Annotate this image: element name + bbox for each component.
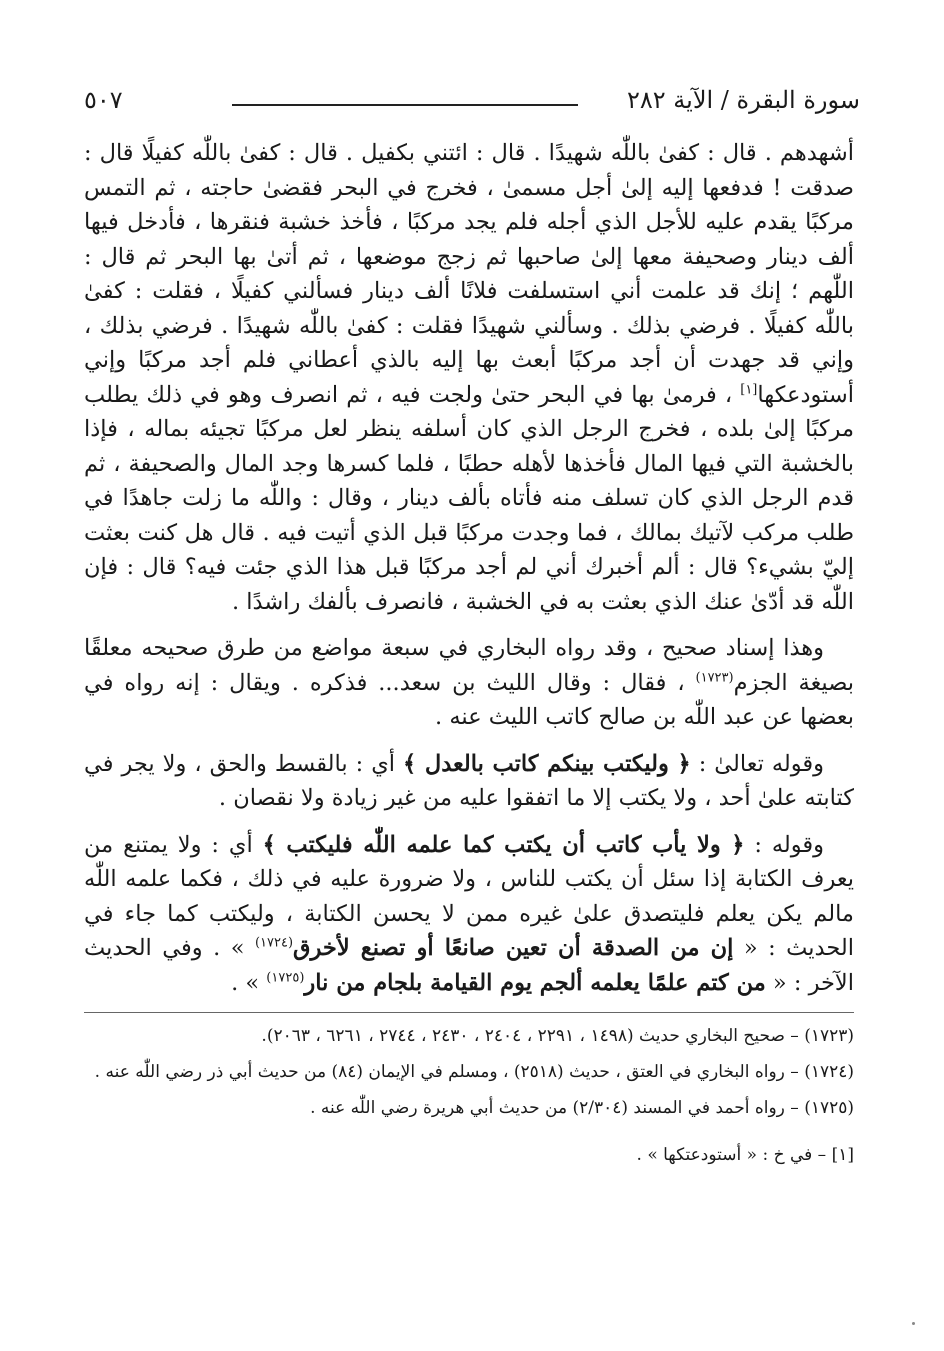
main-text [84,136,854,1185]
hadith-quote: إن من الصدقة أن تعين صانعًا أو تصنع لأخرق [293,935,734,961]
isnad-text-cont: ، فقال : وقال الليث بن سعد... فذكره . ويقال : إنه رواه في بعضها عن عبد اللّٰه بن صالح كاتب الليث عنه . [84,669,854,730]
page-header [84,86,860,120]
footnote-1724: (١٧٢٤) – رواه البخاري في العتق ، حديث (٢٥١٨) ، ومسلم في الإيمان (٨٤) من حديث أبي ذر رضي اللّٰه عنه . [94,1062,854,1082]
manuscript-variant-note: [١] – في خ : « أستودعتكها » . [636,1145,854,1165]
paragraph-story [84,136,854,619]
footnote-ref-1725: (١٧٢٥) [266,970,305,985]
surah-title: سورة البقرة / الآية ٢٨٢ [626,86,860,114]
scan-speck [912,1322,915,1325]
verse-commentary: أي : بالقسط والحق ، ولا يجر في كتابته علىٰ أحد ، ولا يكتب إلا ما اتفقوا عليه من غير زيادة ولا نقصان . [84,750,854,811]
paragraph-verse-2 [84,828,854,1001]
footnote-1723: (١٧٢٣) – صحيح البخاري حديث (١٤٩٨ ، ٢٢٩١ ، ٢٤٠٤ ، ٢٤٣٠ ، ٢٧٤٤ ، ٦٢٦١ ، ٢٠٦٣). [261,1026,854,1046]
story-text: أشهدهم . قال : كفىٰ باللّٰه شهيدًا . قال : ائتني بكفيل . قال : كفىٰ باللّٰه كفيلًا قال : صدقت ! فدفعها إليه إلىٰ أجل مسمىٰ ، فخرج في البحر فقضىٰ حاجته ، ثم التمس مركبًا يقدم عليه للأجل الذي أجله فلم يجد مركبًا ، فأخذ خشبة فنقرها ، فأدخل فيها ألف دينار وصحيفة معها إلىٰ صاحبها ثم زجج موضعها ، ثم أتىٰ بها البحر ثم قال : اللّٰهم ؛ إنك قد علمت أني استسلفت فلانًا ألف دينار فسألني كفيلًا ، فقلت : كفىٰ باللّٰه كفيلًا . فرضي بذلك . وسألني شهيدًا فقلت : كفىٰ باللّٰه شهيدًا . فرضي بذلك ، وإني قد جهدت أن أجد مركبًا أبعث بها إليه بالذي أعطاني فلم أجد مركبًا وإني أستودعكها [84,140,854,408]
page-number: ٥٠٧ [84,86,123,114]
verse-commentary-end: » . [231,969,267,996]
quran-quote: ﴿ ولا يأب كاتب أن يكتب كما علمه اللّٰه فليكتب ﴾ [262,831,745,858]
hadith-quote: من كتم علمًا يعلمه ألجم يوم القيامة بلجام من نار [304,969,766,996]
story-text-cont: ، فرمىٰ بها في البحر حتىٰ ولجت فيه ، ثم انصرف وهو في ذلك يطلب مركبًا إلىٰ بلده ، فخرج الرجل الذي كان أسلفه ينظر لعل مركبًا تجيئه بماله ، فإذا بالخشبة التي فيها المال فأخذها لأهله حطبًا ، فلما كسرها وجد المال والصحيفة ، ثم قدم الرجل الذي كان تسلف منه فأتاه بألف دينار ، وقال : واللّٰه ما زلت جاهدًا في طلب مركب لآتيك بمالك ، فما وجدت مركبًا قبل الذي أتيت فيه . قال هل كنت بعثت إليّ بشيء؟ قال : ألم أخبرك أني لم أجد مركبًا قبل هذا الذي جئت فيه؟ قال : فإن اللّٰه قد أدّىٰ عنك الذي بعثت به في الخشبة ، فانصرف بألفك راشدًا . [84,381,854,615]
header-rule [232,104,578,106]
footnote-ref-1724: (١٧٢٤) [254,935,294,951]
quran-quote: ﴿ وليكتب بينكم كاتب بالعدل ﴾ [403,750,691,777]
isnad-text: وهذا إسناد صحيح ، وقد رواه البخاري في سبعة مواضع من طرق صحيحه معلقًا بصيغة الجزم [84,635,854,696]
footnote-1725: (١٧٢٥) – رواه أحمد في المسند (٢/٣٠٤) من حديث أبي هريرة رضي اللّٰه عنه . [310,1098,854,1118]
verse-commentary: أي : ولا يمتنع من يعرف الكتابة إذا سئل أن يكتب للناس ، ولا ضرورة عليه في ذلك ، فكما علمه اللّٰه مالم يكن يعلم فليتصدق علىٰ غيره ممن لا يحسن الكتابة ، وليكتب كما جاء في الحديث : « [84,831,854,961]
verse-intro: وقوله : [744,831,825,858]
paragraph-isnad [84,631,854,735]
paragraph-verse-1 [84,747,854,816]
footnote-separator [84,1012,854,1013]
verse-intro: وقوله تعالىٰ : [690,750,824,777]
note-ref: [١] [740,382,758,397]
verse-commentary-cont: » . وفي الحديث الآخر : « [84,935,854,996]
footnote-ref-1723: (١٧٢٣) [695,670,734,685]
